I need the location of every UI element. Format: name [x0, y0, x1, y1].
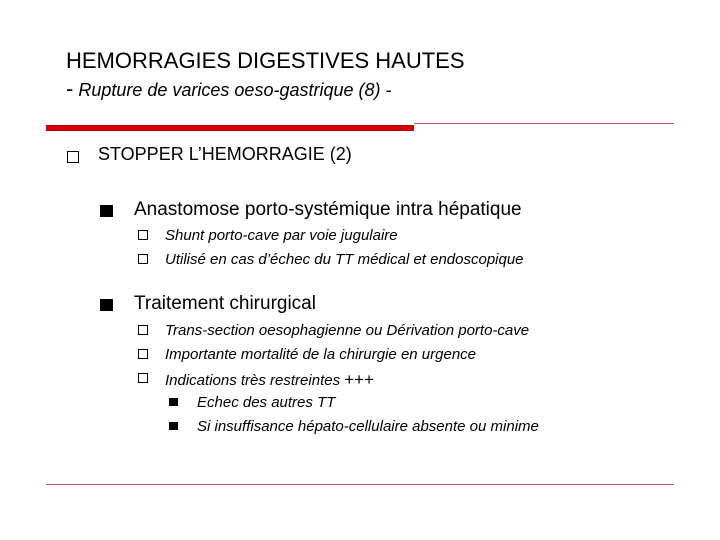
sub-sub-bullet-item	[197, 418, 539, 435]
hollow-square-bullet-icon	[138, 254, 148, 264]
slide-subtitle	[66, 78, 392, 101]
sub-bullet-item	[165, 346, 476, 363]
hollow-square-bullet-icon	[138, 230, 148, 240]
subtitle-dash: -	[66, 76, 74, 101]
sub-bullet-item	[165, 227, 398, 244]
hollow-square-bullet-icon	[67, 151, 79, 163]
hollow-square-bullet-icon	[138, 349, 148, 359]
section-heading	[98, 144, 352, 165]
emphasis-marker: +++	[344, 370, 375, 389]
bullet-text: Anastomose porto-systémique intra hépatique	[134, 199, 522, 220]
sub-sub-bullet-text: Echec des autres TT	[197, 394, 336, 411]
bullet-item	[134, 199, 522, 221]
sub-bullet-text: Importante mortalité de la chirurgie en urgence	[165, 346, 477, 363]
filled-square-bullet-icon	[169, 422, 178, 430]
sub-bullet-item	[165, 251, 524, 268]
accent-bar	[46, 125, 414, 131]
bullet-item	[134, 293, 316, 315]
sub-bullet-text: Indications très restreintes	[165, 372, 341, 389]
sub-sub-bullet-item	[197, 394, 335, 411]
sub-bullet-text: Shunt porto-cave par voie jugulaire	[165, 227, 398, 244]
hollow-square-bullet-icon	[138, 325, 148, 335]
filled-square-bullet-icon	[169, 398, 178, 406]
bullet-text: Traitement chirurgical	[134, 293, 316, 314]
top-rule	[414, 123, 674, 124]
sub-bullet-item	[165, 322, 529, 339]
bottom-rule	[46, 484, 674, 485]
filled-square-bullet-icon	[100, 205, 113, 217]
hollow-square-bullet-icon	[138, 373, 148, 383]
filled-square-bullet-icon	[100, 299, 113, 311]
sub-sub-bullet-text: Si insuffisance hépato-cellulaire absente ou minime	[197, 418, 539, 435]
subtitle-text: Rupture de varices oeso-gastrique (8) -	[78, 80, 392, 100]
sub-bullet-text: Utilisé en cas d’échec du TT médical et endoscopique	[165, 251, 524, 268]
slide-title: HEMORRAGIES DIGESTIVES HAUTES	[66, 48, 465, 73]
section-heading-text: STOPPER L’HEMORRAGIE (2)	[98, 144, 352, 164]
sub-bullet-item	[165, 370, 374, 390]
sub-bullet-text: Trans-section oesophagienne ou Dérivation porto-cave	[165, 322, 530, 339]
